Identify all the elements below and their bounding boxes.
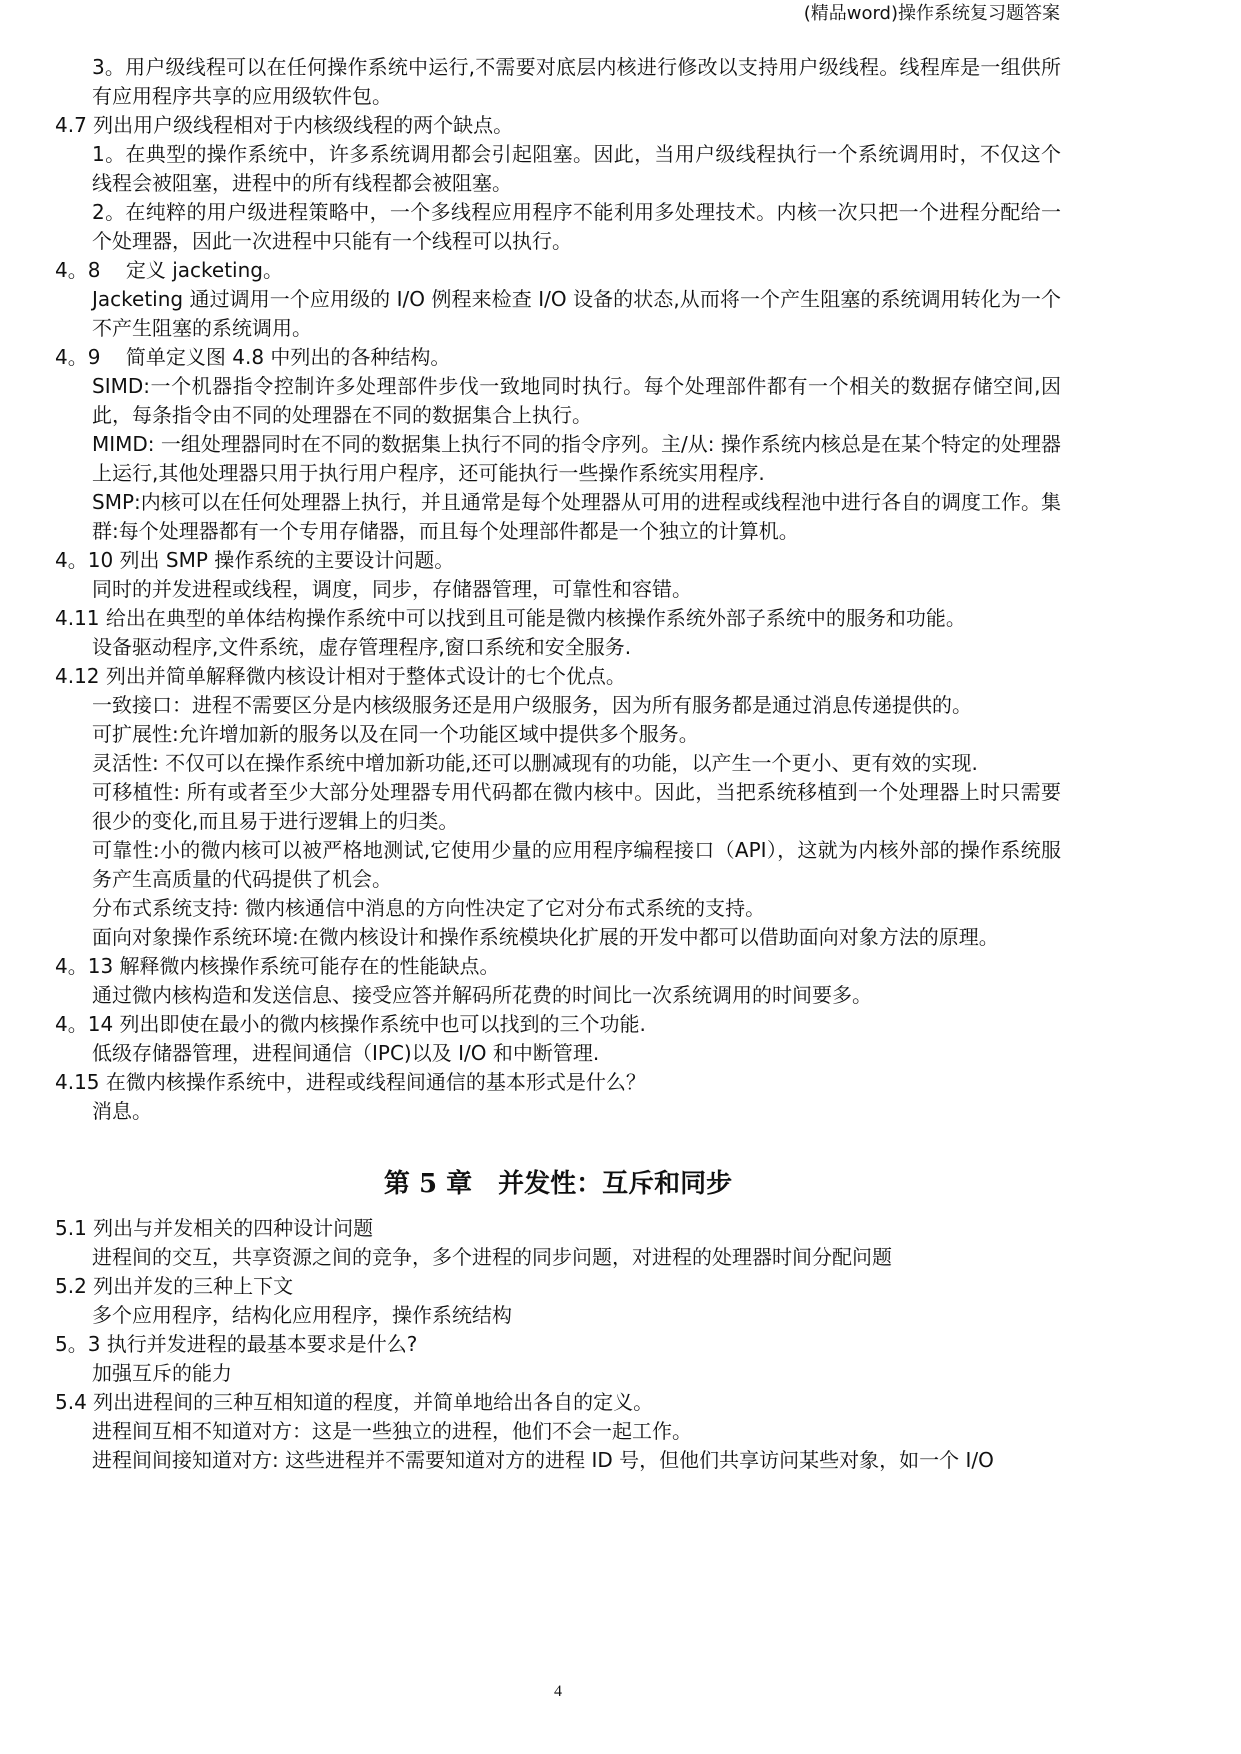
answer-5-4-unaware: 进程间互相不知道对方：这是一些独立的进程，他们不会一起工作。	[92, 1419, 692, 1443]
answer-5-2: 多个应用程序，结构化应用程序，操作系统结构	[92, 1303, 512, 1327]
question-4-8: 4。8 定义 jacketing。	[55, 258, 283, 282]
answer-4-7-1: 1。在典型的操作系统中，许多系统调用都会引起阻塞。因此，当用户级线程执行一个系统调用时，不仅这个线程会被阻塞，进程中的所有线程都会被阻塞。	[92, 142, 1061, 195]
question-5-1: 5.1 列出与并发相关的四种设计问题	[55, 1216, 374, 1240]
answer-5-4-indirectly-aware: 进程间间接知道对方: 这些进程并不需要知道对方的进程 ID 号，但他们共享访问某些对象，如一个 I/O	[92, 1448, 994, 1472]
answer-4-13: 通过微内核构造和发送信息、接受应答并解码所花费的时间比一次系统调用的时间要多。	[92, 983, 872, 1007]
answer-4-12-uniform-interface: 一致接口：进程不需要区分是内核级服务还是用户级服务，因为所有服务都是通过消息传递提供的。	[92, 693, 972, 717]
answer-5-1: 进程间的交互，共享资源之间的竞争，多个进程的同步问题，对进程的处理器时间分配问题	[92, 1245, 892, 1269]
chapter-title: 第 5 章 并发性：互斥和同步	[383, 1169, 733, 1199]
answer-4-9-mimd: MIMD: 一组处理器同时在不同的数据集上执行不同的指令序列。主/从: 操作系统内核总是在某个特定的处理器上运行,其他处理器只用于执行用户程序，还可能执行一些操作系统实用程序.	[92, 432, 1061, 485]
question-4-7: 4.7 列出用户级线程相对于内核级线程的两个缺点。	[55, 113, 514, 137]
answer-4-12-portability: 可移植性: 所有或者至少大部分处理器专用代码都在微内核中。因此，当把系统移植到一个处理器上时只需要很少的变化,而且易于进行逻辑上的归类。	[92, 780, 1061, 833]
answer-4-6-3: 3。用户级线程可以在任何操作系统中运行,不需要对底层内核进行修改以支持用户级线程。线程库是一组供所有应用程序共享的应用级软件包。	[92, 55, 1061, 108]
question-4-11: 4.11 给出在典型的单体结构操作系统中可以找到且可能是微内核操作系统外部子系统中的服务和功能。	[55, 606, 966, 630]
question-4-12: 4.12 列出并简单解释微内核设计相对于整体式设计的七个优点。	[55, 664, 626, 688]
answer-4-15: 消息。	[92, 1099, 152, 1123]
question-4-15: 4.15 在微内核操作系统中，进程或线程间通信的基本形式是什么？	[55, 1070, 646, 1094]
question-5-4: 5.4 列出进程间的三种互相知道的程度，并简单地给出各自的定义。	[55, 1390, 654, 1414]
answer-4-12-flexibility: 灵活性: 不仅可以在操作系统中增加新功能,还可以删减现有的功能，以产生一个更小、更有效的实现.	[92, 751, 978, 775]
answer-4-14: 低级存储器管理，进程间通信（IPC)以及 I/O 和中断管理.	[92, 1041, 600, 1065]
answer-4-7-2: 2。在纯粹的用户级进程策略中，一个多线程应用程序不能利用多处理技术。内核一次只把一个进程分配给一个处理器，因此一次进程中只能有一个线程可以执行。	[92, 200, 1061, 253]
answer-4-9-smp: SMP:内核可以在任何处理器上执行，并且通常是每个处理器从可用的进程或线程池中进行各自的调度工作。集群:每个处理器都有一个专用存储器，而且每个处理部件都是一个独立的计算机。	[92, 490, 1061, 543]
answer-4-11: 设备驱动程序,文件系统，虚存管理程序,窗口系统和安全服务.	[92, 635, 632, 659]
document-body	[55, 53, 1061, 1475]
answer-4-9-simd: SIMD:一个机器指令控制许多处理部件步伐一致地同时执行。每个处理部件都有一个相关的数据存储空间,因此，每条指令由不同的处理器在不同的数据集合上执行。	[92, 374, 1061, 427]
page-header-title: (精品word)操作系统复习题答案	[803, 3, 1060, 24]
question-5-3: 5。3 执行并发进程的最基本要求是什么?	[55, 1332, 418, 1356]
question-4-13: 4。13 解释微内核操作系统可能存在的性能缺点。	[55, 954, 500, 978]
question-4-14: 4。14 列出即使在最小的微内核操作系统中也可以找到的三个功能.	[55, 1012, 646, 1036]
question-4-10: 4。10 列出 SMP 操作系统的主要设计问题。	[55, 548, 455, 572]
question-5-2: 5.2 列出并发的三种上下文	[55, 1274, 294, 1298]
answer-4-12-reliability: 可靠性:小的微内核可以被严格地测试,它使用少量的应用程序编程接口（API），这就为内核外部的操作系统服务产生高质量的代码提供了机会。	[92, 838, 1061, 891]
question-4-9: 4。9 简单定义图 4.8 中列出的各种结构。	[55, 345, 451, 369]
answer-4-8: Jacketing 通过调用一个应用级的 I/O 例程来检查 I/O 设备的状态,从而将一个产生阻塞的系统调用转化为一个不产生阻塞的系统调用。	[92, 287, 1061, 340]
answer-4-10: 同时的并发进程或线程，调度，同步，存储器管理，可靠性和容错。	[92, 577, 692, 601]
answer-4-12-extensibility: 可扩展性:允许增加新的服务以及在同一个功能区域中提供多个服务。	[92, 722, 699, 746]
page-number: 4	[554, 1683, 562, 1700]
answer-4-12-distributed: 分布式系统支持: 微内核通信中消息的方向性决定了它对分布式系统的支持。	[92, 896, 766, 920]
answer-5-3: 加强互斥的能力	[92, 1361, 232, 1385]
answer-4-12-object-oriented: 面向对象操作系统环境:在微内核设计和操作系统模块化扩展的开发中都可以借助面向对象方法的原理。	[92, 925, 999, 949]
